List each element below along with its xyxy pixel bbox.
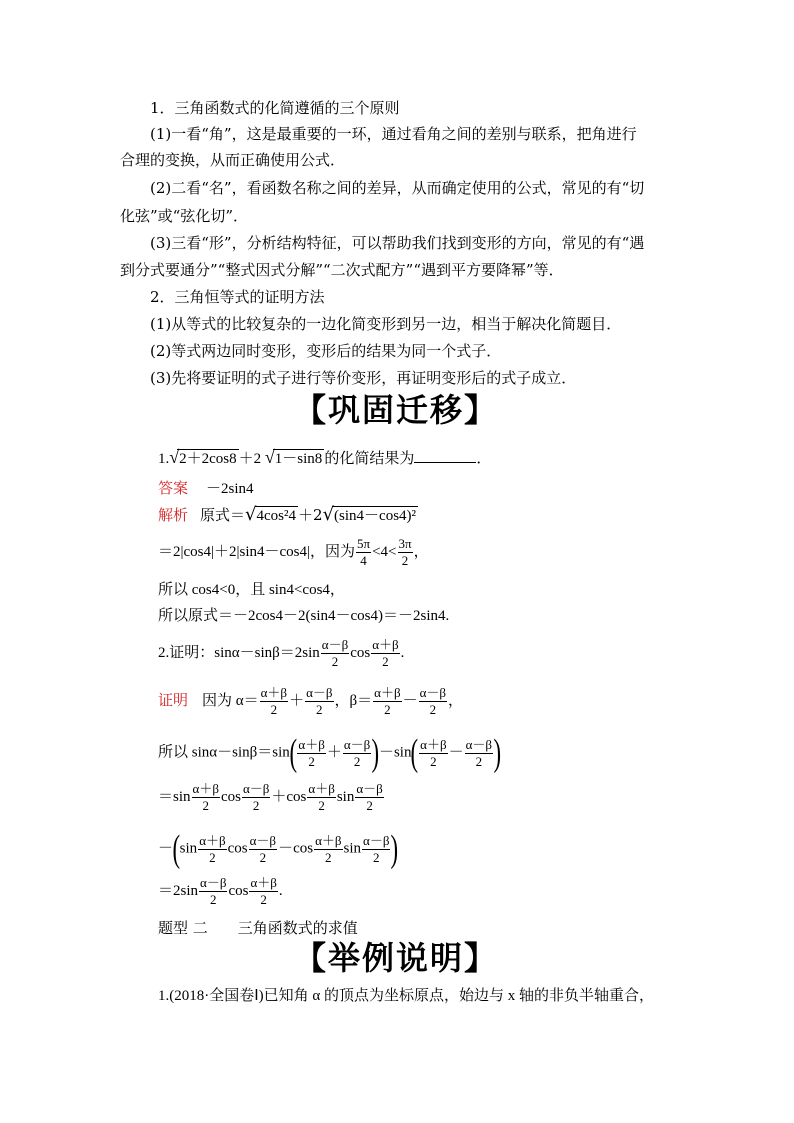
proof-method-1: (1)从等式的比较复杂的一边化简变形到另一边，相当于解决化简题目． bbox=[150, 315, 622, 333]
proof-method-2: (2)等式两边同时变形，变形后的结果为同一个式子． bbox=[150, 342, 502, 360]
analysis-label: 解析 bbox=[158, 506, 189, 524]
analysis-line-2: ＝2|cos4|＋2|sin4－cos4|，因为 $\frac{5\pi}{4}$ <4< $\frac{3\pi}{2}$ ， bbox=[158, 536, 429, 568]
example-1: 1.(2018·全国卷Ⅰ)已知角 α 的顶点为坐标原点，始边与 x 轴的非负半轴重合， bbox=[158, 988, 655, 1004]
answer-line bbox=[158, 478, 254, 499]
analysis-line-1: 解析 原式＝√4cos²4 ＋2√(sin4－cos4)² bbox=[158, 504, 417, 525]
answer-value: －2sin4 bbox=[206, 481, 254, 497]
proof-label: 证明 bbox=[158, 692, 189, 709]
proof-line-2: 所以 sinα－sinβ＝sin( $\frac{\alpha+\beta}{2}$ ＋ $\frac{\alpha-\beta}{2}$ )－sin( $\frac{\alpha+\beta}{2}$ － $\frac{\alpha-\beta}{2}$ ) bbox=[158, 732, 502, 774]
principle-2-line-1: (2)二看“名”，看函数名称之间的差异，从而确定使用的公式，常见的有“切 bbox=[150, 179, 645, 197]
proof-method-3: (3)先将要证明的式子进行等价变形，再证明变形后的式子成立． bbox=[150, 369, 577, 387]
principle-3-line-1: (3)三看“形”，分析结构特征，可以帮助我们找到变形的方向，常见的有“遇 bbox=[150, 234, 645, 252]
proof-methods-heading: 2．三角恒等式的证明方法 bbox=[150, 288, 325, 306]
answer-blank bbox=[414, 448, 476, 463]
principles-heading: 1．三角函数式的化简遵循的三个原则 bbox=[150, 99, 400, 117]
proof-line-3: ＝sin $\frac{\alpha+\beta}{2}$ cos $\frac{\alpha-\beta}{2}$ ＋cos $\frac{\alpha+\beta}{2}$ sin $\frac{\alpha-\beta}{2}$ bbox=[158, 781, 383, 813]
analysis-line-4: 所以原式＝－2cos4－2(sin4－cos4)＝－2sin4. bbox=[158, 608, 450, 624]
question-1: 1.√2＋2cos8 ＋2 √1－sin8 的化简结果为 ． bbox=[158, 447, 492, 467]
proof-line-1: 证明 因为 α＝ $\frac{\alpha+\beta}{2}$ ＋ $\frac{\alpha-\beta}{2}$ ，β＝ $\frac{\alpha+\beta}{2}$ － $\frac{\alpha-\beta}{2}$ ， bbox=[158, 685, 464, 717]
banner-consolidate: 【巩固迁移】 bbox=[294, 391, 499, 429]
question-2: 2.证明：sinα－sinβ＝2sin $\frac{\alpha-\beta}{2}$ cos $\frac{\alpha+\beta}{2}$ . bbox=[158, 637, 405, 669]
principle-1-line-1: (1)一看“角”，这是最重要的一环，通过看角之间的差别与联系，把角进行 bbox=[150, 125, 637, 143]
proof-line-5: ＝2sin $\frac{\alpha-\beta}{2}$ cos $\frac{\alpha+\beta}{2}$ . bbox=[158, 875, 283, 907]
principle-2-line-2: 化弦”或“弦化切”． bbox=[120, 207, 249, 225]
principle-3-line-2: 到分式要通分”“整式因式分解”“二次式配方”“遇到平方要降幂”等． bbox=[120, 261, 564, 279]
banner-examples: 【举例说明】 bbox=[294, 939, 499, 977]
section-heading bbox=[158, 918, 358, 938]
principle-1-line-2: 合理的变换，从而正确使用公式． bbox=[120, 151, 346, 169]
answer-label: 答案 bbox=[158, 479, 189, 497]
section-label: 题型 二 bbox=[158, 919, 208, 937]
analysis-line-3: 所以 cos4<0，且 sin4<cos4， bbox=[158, 582, 345, 598]
section-title: 三角函数式的求值 bbox=[237, 919, 358, 937]
proof-line-4: －(sin $\frac{\alpha+\beta}{2}$ cos $\frac{\alpha-\beta}{2}$ －cos $\frac{\alpha+\beta}{2}$ sin $\frac{\alpha-\beta}{2}$ ) bbox=[158, 828, 399, 870]
